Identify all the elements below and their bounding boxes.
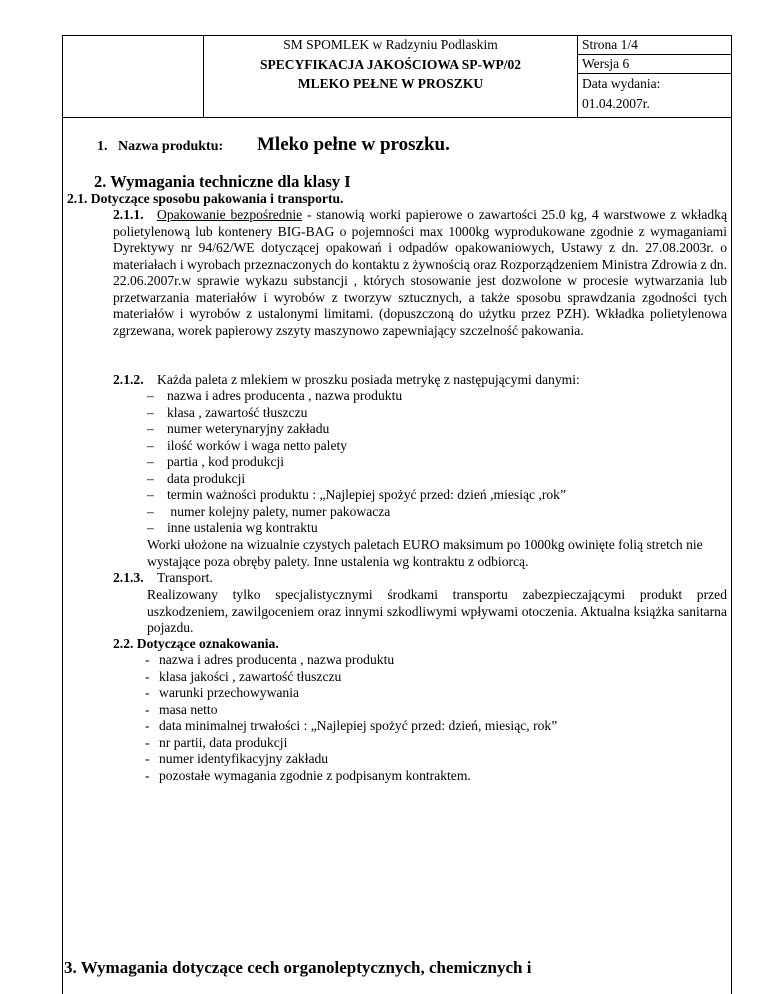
bullet-dash: – [147, 404, 154, 420]
header-bottom-border [62, 117, 732, 118]
section21-heading: 2.1. Dotyczące sposobu pakowania i transportu. [67, 191, 344, 206]
list-item-text: masa netto [159, 701, 218, 717]
section212-number: 2.1.2. [113, 372, 144, 387]
bullet-hyphen: - [145, 652, 150, 667]
bullet-hyphen: - [145, 751, 150, 766]
list-item-text: numer weterynaryjny zakładu [167, 421, 330, 436]
section211-number: 2.1.1. [113, 207, 144, 222]
section213-title: Transport. [157, 570, 213, 585]
section22-heading: 2.2. Dotyczące oznakowania. [113, 636, 279, 651]
bullet-hyphen: - [145, 668, 150, 684]
header-divider-2 [577, 35, 578, 118]
list-item-text: warunki przechowywania [159, 685, 300, 700]
list-item-text: nazwa i adres producenta , nazwa produktu [167, 388, 403, 403]
list-item-text: ilość worków i waga netto palety [167, 437, 348, 453]
page-number: Strona 1/4 [582, 37, 638, 52]
bullet-hyphen: - [145, 718, 150, 733]
section3-heading: 3. Wymagania dotyczące cech organoleptycznych, chemicznych i [64, 958, 532, 977]
issue-label: Data wydania: [582, 76, 661, 91]
list-item-text: inne ustalenia wg kontraktu [167, 520, 318, 535]
bullet-dash: – [147, 470, 154, 486]
section211-body [113, 207, 727, 339]
product-name-header: MLEKO PEŁNE W PROSZKU [297, 76, 484, 91]
header-left-border [62, 35, 63, 118]
list-item-text: nazwa i adres producenta , nazwa produktu [159, 652, 395, 667]
list-item-text: klasa , zawartość tłuszczu [167, 404, 308, 420]
section213-text: Realizowany tylko specjalistycznymi środkami transportu zabezpieczającymi produkt przed uszkodzeniem, zawilgoceniem oraz innymi szkodliwymi wpływami otoczenia. Aktualna książka sanitarna pojazdu. [147, 587, 727, 635]
section213-number: 2.1.3. [113, 570, 144, 585]
bullet-hyphen: - [145, 685, 150, 700]
section1-value: Mleko pełne w proszku. [257, 134, 450, 155]
company-name: SM SPOMLEK w Radzyniu Podlaskim [283, 37, 498, 52]
bullet-hyphen: - [145, 701, 150, 717]
list-item-text: pozostałe wymagania zgodnie z podpisanym kontraktem. [159, 767, 471, 783]
bullet-dash: – [147, 487, 154, 502]
issue-date: 01.04.2007r. [582, 96, 650, 111]
list-item-text: data produkcji [167, 470, 246, 486]
frame-right-border [731, 118, 732, 994]
bullet-dash: – [147, 503, 154, 519]
bullet-dash: – [147, 437, 154, 453]
section1-label: Nazwa produktu: [118, 139, 224, 154]
bullet-dash: – [147, 520, 154, 535]
section211-text: - stanowią worki papierowe o zawartości 25.0 kg, 4 warstwowe z wkładką polietylenową lub kontenery BIG-BAG o pojemności max 1000kg wyprodukowane zgodnie z wymaganiami Dyrektywy nr 94/62/WE dotyczącej opakowań i odpadów opakowaniowych, Ustawy z dn. 27.08.2003r. o materiałach i wyrobach przeznaczonych do kontaktu z żywnością oraz Rozporządzeniem Ministra Zdrowia z dn. 22.06.2007r.w sprawie wykazu substancji , których stosowanie jest dozwolone w procesie wytwarzania lub przetwarzania materiałów i wyrobów z tworzyw sztucznych, a także sposobu sprawdzania zgodności tych materiałów i wyrobów z ustalonymi limitami. (dopuszczoną do użytku przez PZH). Wkładka polietylenowa zgrzewana, worek papierowy zszyty maszynowo zapewniający szczelność pakowania. [113, 207, 728, 338]
bullet-hyphen: - [145, 734, 150, 750]
list-item-text: partia , kod produkcji [167, 454, 285, 469]
list-item-text: klasa jakości , zawartość tłuszczu [159, 668, 342, 684]
section2-heading: 2. Wymagania techniczne dla klasy I [94, 172, 351, 191]
list-item-text: numer kolejny palety, numer pakowacza [167, 503, 391, 519]
section212-text: Każda paleta z mlekiem w proszku posiada metrykę z następującymi danymi: [157, 372, 580, 387]
list-item-text: numer identyfikacyjny zakładu [159, 751, 329, 766]
bullet-dash: – [147, 388, 154, 403]
section211-lead: Opakowanie bezpośrednie [157, 207, 303, 222]
list-item-text: data minimalnej trwałości : „Najlepiej spożyć przed: dzień, miesiąc, rok” [159, 718, 558, 733]
section212-after: Worki ułożone na wizualnie czystych paletach EURO maksimum po 1000kg owinięte folią stretch nie wystające poza obręby palety. Inne ustalenia wg kontraktu z odbiorcą. [147, 537, 703, 569]
bullet-hyphen: - [145, 767, 150, 783]
list-item-text: termin ważności produktu : „Najlepiej spożyć przed: dzień ,miesiąc ,rok” [167, 487, 566, 502]
header-right-border [731, 35, 732, 118]
version: Wersja 6 [582, 56, 630, 71]
header-right-row-2 [577, 73, 732, 74]
list-item-text: nr partii, data produkcji [159, 734, 288, 750]
bullet-dash: – [147, 454, 154, 469]
section1-number: 1. [97, 139, 108, 154]
bullet-dash: – [147, 421, 154, 436]
spec-code: SPECYFIKACJA JAKOŚCIOWA SP-WP/02 [259, 57, 522, 72]
frame-left-border [62, 118, 63, 994]
